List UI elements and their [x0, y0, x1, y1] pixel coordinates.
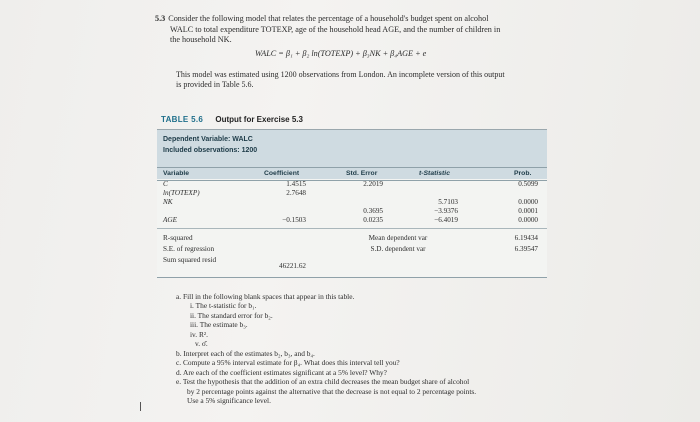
- question-a-iv: iv. R².: [190, 330, 208, 339]
- row-prob: 0.0000: [518, 216, 538, 224]
- intro-line-1: 5.3 Consider the following model that relates the percentage of a household's budget spent on alcohol: [155, 14, 489, 23]
- header-coefficient: Coefficient: [264, 170, 300, 177]
- row-coefficient: 2.7648: [286, 189, 306, 197]
- model-equation: WALC = β₁ + β₂ ln(TOTEXP) + β₃NK + β₄AGE + e: [255, 49, 427, 58]
- question-a-iii: iii. The estimate b₃.: [190, 320, 248, 329]
- header-std-error: Std. Error: [346, 170, 378, 177]
- row-coefficient: −0.1503: [282, 216, 306, 224]
- intro-line-2: WALC to total expenditure TOTEXP, age of the household head AGE, and the number of children in: [170, 24, 501, 34]
- row-t-statistic: −6.4019: [434, 216, 458, 224]
- para-line-2: is provided in Table 5.6.: [176, 80, 254, 90]
- sd-dependent-label: S.D. dependent var: [370, 245, 426, 253]
- dependent-variable: Dependent Variable: WALC: [163, 136, 253, 143]
- row-coefficient: 1.4515: [286, 180, 306, 188]
- question-a: a. Fill in the following blank spaces that appear in this table.: [176, 292, 355, 301]
- intro-line-3: the household NK.: [170, 35, 232, 45]
- mean-dependent-value: 6.19434: [514, 234, 538, 242]
- question-b: b. Interpret each of the estimates b₂, b₃, and b₄.: [176, 349, 315, 358]
- r-squared-label: R-squared: [163, 234, 193, 242]
- sd-dependent-value: 6.39547: [514, 245, 538, 253]
- row-std-error: 2.2019: [363, 180, 383, 188]
- header-prob: Prob.: [514, 170, 532, 177]
- row-prob: 0.0001: [518, 207, 538, 215]
- row-variable: NK: [163, 198, 173, 206]
- question-e: e. Test the hypothesis that the addition of an extra child decreases the mean budget share of alcohol: [176, 377, 470, 386]
- row-variable: ln(TOTEXP): [163, 189, 200, 197]
- estimation-paragraph: [176, 70, 556, 91]
- table-title: Output for Exercise 5.3: [215, 115, 303, 124]
- column-header-row: [157, 167, 547, 181]
- regression-output-table: [157, 129, 547, 278]
- table-caption: [161, 115, 303, 124]
- row-prob: 0.0000: [518, 198, 538, 206]
- row-variable: C: [163, 180, 168, 188]
- ssr-value: 46221.62: [279, 262, 306, 270]
- table-header-panel: [157, 130, 547, 179]
- divider: [157, 277, 547, 278]
- para-line-1: This model was estimated using 1200 observations from London. An incomplete version of this output: [176, 70, 505, 79]
- row-t-statistic: 5.7103: [438, 198, 458, 206]
- mean-dependent-label: Mean dependent var: [368, 234, 428, 242]
- question-c: c. Compute a 95% interval estimate for β₄. What does this interval tell you?: [176, 358, 400, 367]
- row-t-statistic: −3.9376: [434, 207, 458, 215]
- question-a-i: i. The t-statistic for b₁.: [190, 301, 257, 310]
- header-variable: Variable: [163, 170, 190, 177]
- question-e-line-3: Use a 5% significance level.: [187, 396, 271, 405]
- question-e-line-2: by 2 percentage points against the alternative that the decrease is not equal to 2 percentage points.: [187, 387, 477, 396]
- se-regression-label: S.E. of regression: [163, 245, 215, 253]
- divider: [157, 228, 547, 229]
- table-tag: TABLE 5.6: [161, 115, 204, 124]
- exercise-number: 5.3: [155, 14, 166, 23]
- question-a-ii: ii. The standard error for b₂.: [190, 311, 273, 320]
- header-t-statistic: t-Statistic: [419, 170, 450, 177]
- included-observations: Included observations: 1200: [163, 147, 258, 154]
- row-std-error: 0.0235: [363, 216, 383, 224]
- row-variable: AGE: [163, 216, 177, 224]
- pen-mark: [140, 402, 141, 411]
- exercise-intro: [155, 14, 555, 46]
- question-a-v: v. σ̂.: [195, 339, 208, 348]
- row-prob: 0.5099: [518, 180, 538, 188]
- question-d: d. Are each of the coefficient estimates significant at a 5% level? Why?: [176, 368, 387, 377]
- row-std-error: 0.3695: [363, 207, 383, 215]
- ssr-label: Sum squared resid: [163, 256, 217, 264]
